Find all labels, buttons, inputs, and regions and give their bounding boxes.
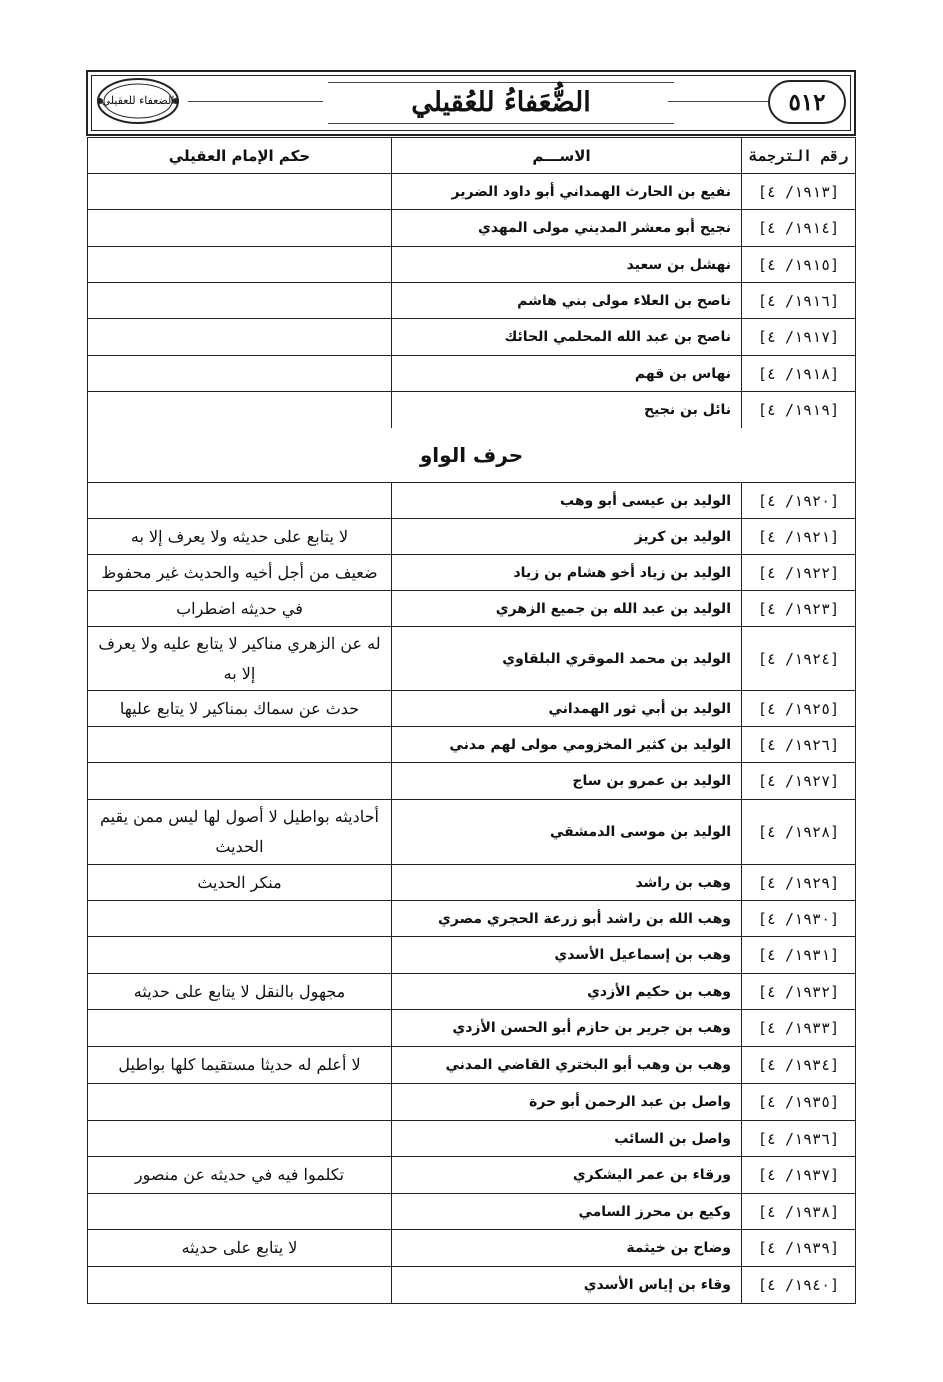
entry-number: [١٩٣٦/ ٤]: [741, 1121, 855, 1156]
narrator-name: الوليد بن كريز: [391, 519, 741, 554]
column-header-number: رقم الترجمة: [741, 138, 855, 173]
verdict-text: [88, 247, 391, 282]
entry-number: [١٩١٤/ ٤]: [741, 210, 855, 246]
verdict-text: [88, 901, 391, 936]
table-row: [88, 627, 855, 691]
narrator-name: نهاس بن قهم: [391, 356, 741, 391]
table-row: [88, 483, 855, 519]
narrator-name: وهب الله بن راشد أبو زرعة الحجري مصري: [391, 901, 741, 936]
verdict-text: مجهول بالنقل لا يتابع على حديثه: [133, 981, 346, 1001]
table-row: [88, 1267, 855, 1303]
decorative-line-left: [188, 101, 323, 102]
entry-number: [١٩٢١/ ٤]: [741, 519, 855, 554]
table-row: [88, 174, 855, 210]
table-row: [88, 691, 855, 727]
verdict-text: [88, 1267, 391, 1303]
entry-number: [١٩٣٨/ ٤]: [741, 1194, 855, 1229]
rows-group-nun: [88, 174, 855, 428]
verdict-text: [88, 763, 391, 799]
entry-number: [١٩٣٣/ ٤]: [741, 1010, 855, 1046]
decorative-line-right: [668, 101, 768, 102]
section-row: [88, 428, 855, 483]
column-header-name: الاســـم: [391, 138, 741, 173]
page-header-banner: [86, 70, 856, 136]
entry-number: [١٩٢٨/ ٤]: [741, 800, 855, 864]
entry-number: [١٩٣٩/ ٤]: [741, 1230, 855, 1266]
verdict-text: [88, 392, 391, 428]
entry-number: [١٩١٧/ ٤]: [741, 319, 855, 355]
entry-number: [١٩٣٤/ ٤]: [741, 1047, 855, 1083]
table-row: [88, 763, 855, 800]
book-emblem-icon: [94, 76, 182, 126]
entry-number: [١٩٢٠/ ٤]: [741, 483, 855, 518]
narrator-name: وضاح بن خيثمة: [391, 1230, 741, 1266]
table-row: [88, 800, 855, 865]
table-row: [88, 727, 855, 763]
verdict-text: [88, 1121, 391, 1156]
entry-number: [١٩٣٢/ ٤]: [741, 974, 855, 1009]
entry-number: [١٩١٣/ ٤]: [741, 174, 855, 209]
narrator-name: الوليد بن عبد الله بن جميع الزهري: [391, 591, 741, 626]
verdict-text: لا أعلم له حديثا مستقيما كلها بواطيل: [118, 1055, 361, 1074]
narrator-name: وكيع بن محرز السامي: [391, 1194, 741, 1229]
narrator-name: نائل بن نجيح: [391, 392, 741, 428]
narrator-name: الوليد بن محمد الموقري البلقاوي: [391, 627, 741, 690]
table-row: [88, 319, 855, 356]
narrator-name: وقاء بن إياس الأسدي: [391, 1267, 741, 1303]
narrator-name: وهب بن حكيم الأزدي: [391, 974, 741, 1009]
entry-number: [١٩٤٠/ ٤]: [741, 1267, 855, 1303]
table-header-row: [88, 138, 855, 174]
table-row: [88, 210, 855, 247]
rows-group-waw: [88, 483, 855, 1303]
narrators-table: [87, 137, 856, 1304]
narrator-name: الوليد بن عمرو بن ساج: [391, 763, 741, 799]
verdict-text: حدث عن سماك بمناكير لا يتابع عليها: [119, 698, 360, 718]
table-row: [88, 1084, 855, 1121]
verdict-text: لا يتابع على حديثه: [181, 1238, 298, 1257]
verdict-text: [88, 1084, 391, 1120]
entry-number: [١٩٣١/ ٤]: [741, 937, 855, 973]
verdict-text: منكر الحديث: [197, 872, 282, 892]
entry-number: [١٩٢٧/ ٤]: [741, 763, 855, 799]
verdict-text: [88, 210, 391, 246]
table-row: [88, 1047, 855, 1084]
table-row: [88, 1194, 855, 1230]
entry-number: [١٩٢٤/ ٤]: [741, 627, 855, 690]
narrator-name: ناصح بن عبد الله المحلمي الحائك: [391, 319, 741, 355]
narrator-name: ناصح بن العلاء مولى بني هاشم: [391, 283, 741, 318]
narrator-name: وهب بن إسماعيل الأسدي: [391, 937, 741, 973]
verdict-text: [88, 1194, 391, 1229]
table-row: [88, 247, 855, 283]
narrator-name: نهشل بن سعيد: [391, 247, 741, 282]
entry-number: [١٩١٦/ ٤]: [741, 283, 855, 318]
entry-number: [١٩١٥/ ٤]: [741, 247, 855, 282]
narrator-name: وهب بن جرير بن حازم أبو الحسن الأزدي: [391, 1010, 741, 1046]
entry-number: [١٩٣٥/ ٤]: [741, 1084, 855, 1120]
table-row: [88, 283, 855, 319]
table-row: [88, 591, 855, 627]
verdict-text: ضعيف من أجل أخيه والحديث غير محفوظ: [101, 562, 378, 582]
verdict-text: [88, 937, 391, 973]
verdict-text: في حديثه اضطراب: [176, 598, 303, 618]
entry-number: [١٩٢٩/ ٤]: [741, 865, 855, 900]
verdict-text: لا يتابع على حديثه ولا يعرف إلا به: [130, 526, 349, 546]
book-title: الضُّعَفاءُ للعُقيلي: [411, 86, 591, 118]
narrator-name: نفيع بن الحارث الهمداني أبو داود الضرير: [391, 174, 741, 209]
verdict-text: [88, 174, 391, 209]
column-header-verdict: حكم الإمام العقيلي: [168, 146, 311, 165]
verdict-text: تكلموا فيه في حديثه عن منصور: [134, 1165, 345, 1184]
narrator-name: واصل بن السائب: [391, 1121, 741, 1156]
entry-number: [١٩٢٣/ ٤]: [741, 591, 855, 626]
verdict-text: له عن الزهري مناكير لا يتابع عليه ولا يعرف إلا به: [98, 633, 381, 683]
emblem-text: الضعفاء للعقيلي: [101, 94, 175, 107]
narrator-name: الوليد بن كثير المخزومي مولى لهم مدني: [391, 727, 741, 762]
narrator-name: الوليد بن أبي ثور الهمداني: [391, 691, 741, 726]
table-row: [88, 865, 855, 901]
table-row: [88, 519, 855, 555]
table-row: [88, 937, 855, 974]
table-row: [88, 974, 855, 1010]
entry-number: [١٩٢٢/ ٤]: [741, 555, 855, 590]
verdict-text: [88, 483, 391, 518]
table-row: [88, 1010, 855, 1047]
entry-number: [١٩٣٧/ ٤]: [741, 1157, 855, 1193]
entry-number: [١٩١٨/ ٤]: [741, 356, 855, 391]
narrator-name: وهب بن راشد: [391, 865, 741, 900]
page-number: ٥١٢: [768, 80, 846, 124]
verdict-text: [88, 356, 391, 391]
narrator-name: وهب بن وهب أبو البختري القاضي المدني: [391, 1047, 741, 1083]
table-row: [88, 555, 855, 591]
verdict-text: [88, 1010, 391, 1046]
table-row: [88, 392, 855, 428]
narrator-name: واصل بن عبد الرحمن أبو حرة: [391, 1084, 741, 1120]
narrator-name: الوليد بن زياد أخو هشام بن زياد: [391, 555, 741, 590]
narrator-name: ورقاء بن عمر اليشكري: [391, 1157, 741, 1193]
verdict-text: [88, 283, 391, 318]
verdict-text: [88, 727, 391, 762]
entry-number: [١٩٢٦/ ٤]: [741, 727, 855, 762]
verdict-text: أحاديثه بواطيل لا أصول لها ليس ممن يقيم الحديث: [100, 807, 379, 856]
section-title: حرف الواو: [419, 443, 524, 467]
narrator-name: نجيح أبو معشر المديني مولى المهدي: [391, 210, 741, 246]
table-row: [88, 356, 855, 392]
table-row: [88, 1121, 855, 1157]
table-row: [88, 1157, 855, 1194]
verdict-text: [88, 319, 391, 355]
narrator-name: الوليد بن عيسى أبو وهب: [391, 483, 741, 518]
table-row: [88, 1230, 855, 1267]
narrator-name: الوليد بن موسى الدمشقي: [391, 800, 741, 864]
table-row: [88, 901, 855, 937]
entry-number: [١٩٣٠/ ٤]: [741, 901, 855, 936]
entry-number: [١٩٢٥/ ٤]: [741, 691, 855, 726]
entry-number: [١٩١٩/ ٤]: [741, 392, 855, 428]
